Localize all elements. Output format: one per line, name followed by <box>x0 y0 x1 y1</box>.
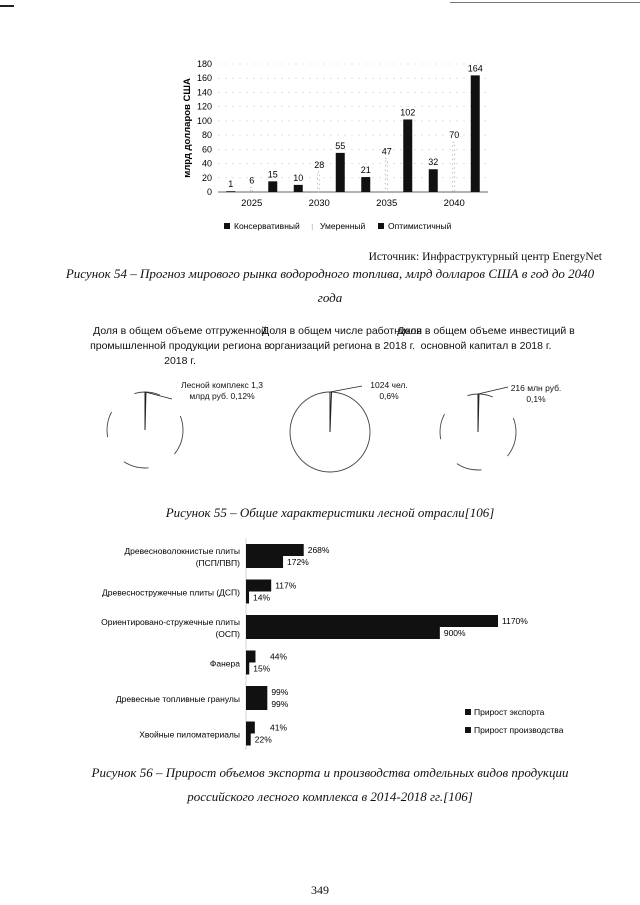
pie-title: Доля в общем объеме отгруженной промышленной продукции региона в 2018 г. <box>90 325 270 367</box>
legend-label: Прирост экспорта <box>474 707 545 717</box>
pie-leader-line <box>478 387 508 394</box>
x-tick-label: 2040 <box>443 198 465 209</box>
bar-value-label: 22% <box>254 734 272 745</box>
bar-value-label: 47 <box>381 146 392 157</box>
bar-optimistic <box>403 119 412 192</box>
category-label: (ПСП/ПВП) <box>195 558 240 568</box>
bar-optimistic <box>471 75 480 192</box>
y-tick-label: 120 <box>196 101 212 112</box>
pie-label: 1024 чел. 0,6% <box>370 380 408 401</box>
bar-production-growth <box>246 698 267 710</box>
legend-label: Прирост производства <box>474 725 564 735</box>
bar-export-growth <box>246 651 255 663</box>
scan-artifact-line <box>0 5 14 7</box>
category-label: Древесноволокнистые плиты <box>124 546 240 556</box>
figure-54-caption: Рисунок 54 – Прогноз мирового рынка водородного топлива, млрд долларов США в год до 2040 года <box>65 266 595 305</box>
pie-label: 216 млн руб. 0,1% <box>510 383 562 404</box>
bar-value-label: 99% <box>271 699 289 709</box>
bar-export-growth <box>246 722 255 734</box>
y-tick-label: 20 <box>201 172 212 183</box>
bar-value-label: 6 <box>249 175 255 186</box>
bar-value-label: 32 <box>428 157 439 168</box>
bar-value-label: 117% <box>275 580 297 591</box>
x-tick-label: 2030 <box>308 198 330 209</box>
bar-value-label: 268% <box>307 545 330 555</box>
pie-label: Лесной комплекс 1,3 млрд руб. 0,12% <box>180 380 263 401</box>
x-tick-label: 2035 <box>376 198 398 209</box>
scan-artifact-line <box>450 2 640 3</box>
pie-charts <box>0 380 640 500</box>
y-tick-label: 60 <box>201 144 212 155</box>
bar-value-label: 15% <box>253 663 271 674</box>
legend-label: Оптимистичный <box>388 221 452 231</box>
bar-production-growth <box>246 663 249 675</box>
category-label: Древесные топливные гранулы <box>115 694 240 704</box>
y-tick-label: 160 <box>196 73 212 84</box>
bar-export-growth <box>246 686 267 698</box>
y-tick-label: 100 <box>196 115 212 126</box>
bar-conservative <box>226 191 235 192</box>
figure-56-caption: Рисунок 56 – Прирост объемов экспорта и производства отдельных видов продукции российского лесного комплекса в 2014-2018 гг.[106] <box>91 765 569 804</box>
y-tick-label: 180 <box>196 59 212 69</box>
bar-moderate <box>250 188 252 192</box>
bar-value-label: 28 <box>314 160 325 171</box>
y-tick-label: 140 <box>196 87 212 98</box>
bar-value-label: 900% <box>443 628 466 638</box>
y-tick-label: 80 <box>201 130 212 141</box>
pie-leader-line <box>330 386 362 392</box>
y-tick-label: 40 <box>201 158 212 169</box>
legend-swatch <box>465 709 471 715</box>
bar-value-label: 21 <box>360 165 371 176</box>
x-tick-label: 2025 <box>241 198 263 209</box>
bar-production-growth <box>246 627 440 639</box>
legend-swatch <box>378 223 384 229</box>
legend-swatch: ⁝ <box>311 223 314 232</box>
page-number: 349 <box>311 883 329 897</box>
legend-label: Умеренный <box>320 221 366 231</box>
pie-title: Доля в общем числе работников организаций региона в 2018 г. <box>262 325 422 352</box>
bar-value-label: 172% <box>287 557 309 567</box>
bar-export-growth <box>246 580 271 592</box>
bar-conservative <box>429 169 438 192</box>
bar-value-label: 164 <box>467 63 483 74</box>
pie-title: Доля в общем объеме инвестиций в основной капитал в 2018 г. <box>397 325 575 352</box>
category-label: (ОСП) <box>215 629 240 639</box>
bar-production-growth <box>246 734 251 746</box>
hydrogen-market-bar-chart <box>160 55 520 240</box>
bar-moderate <box>453 142 455 192</box>
bar-moderate <box>318 172 320 192</box>
legend-swatch <box>465 727 471 733</box>
bar-value-label: 1170% <box>502 616 528 626</box>
export-production-growth-chart <box>20 538 590 753</box>
figure-source: Источник: Инфраструктурный центр EnergyNet <box>368 251 602 263</box>
bar-production-growth <box>246 556 283 568</box>
bar-value-label: 15 <box>267 169 278 180</box>
pie-leader-line <box>145 392 172 399</box>
bar-export-growth <box>246 615 498 627</box>
category-label: Ориентировано-стружечные плиты <box>101 617 240 627</box>
y-tick-label: 0 <box>206 187 212 197</box>
legend-label: Консервативный <box>234 221 300 231</box>
bar-value-label: 10 <box>293 172 304 183</box>
bar-value-label: 55 <box>335 140 346 151</box>
bar-production-growth <box>246 592 249 604</box>
legend-swatch <box>224 223 230 229</box>
bar-value-label: 44% <box>270 651 288 662</box>
category-label: Хвойные пиломатериалы <box>139 729 240 740</box>
bar-value-label: 102 <box>400 107 416 118</box>
bar-value-label: 70 <box>449 130 460 141</box>
bar-export-growth <box>246 544 304 556</box>
y-axis-label: млрд долларов США <box>182 78 193 178</box>
bar-conservative <box>361 177 370 192</box>
figure-55-caption: Рисунок 55 – Общие характеристики лесной отрасли[106] <box>165 505 495 520</box>
bar-conservative <box>294 185 303 192</box>
bar-value-label: 14% <box>253 592 271 603</box>
bar-value-label: 99% <box>271 687 289 697</box>
bar-optimistic <box>336 153 345 192</box>
bar-value-label: 41% <box>270 722 288 733</box>
category-label: Древесностружечные плиты (ДСП) <box>102 587 240 598</box>
bar-value-label: 1 <box>228 179 234 190</box>
category-label: Фанера <box>209 658 240 669</box>
bar-optimistic <box>268 181 277 192</box>
